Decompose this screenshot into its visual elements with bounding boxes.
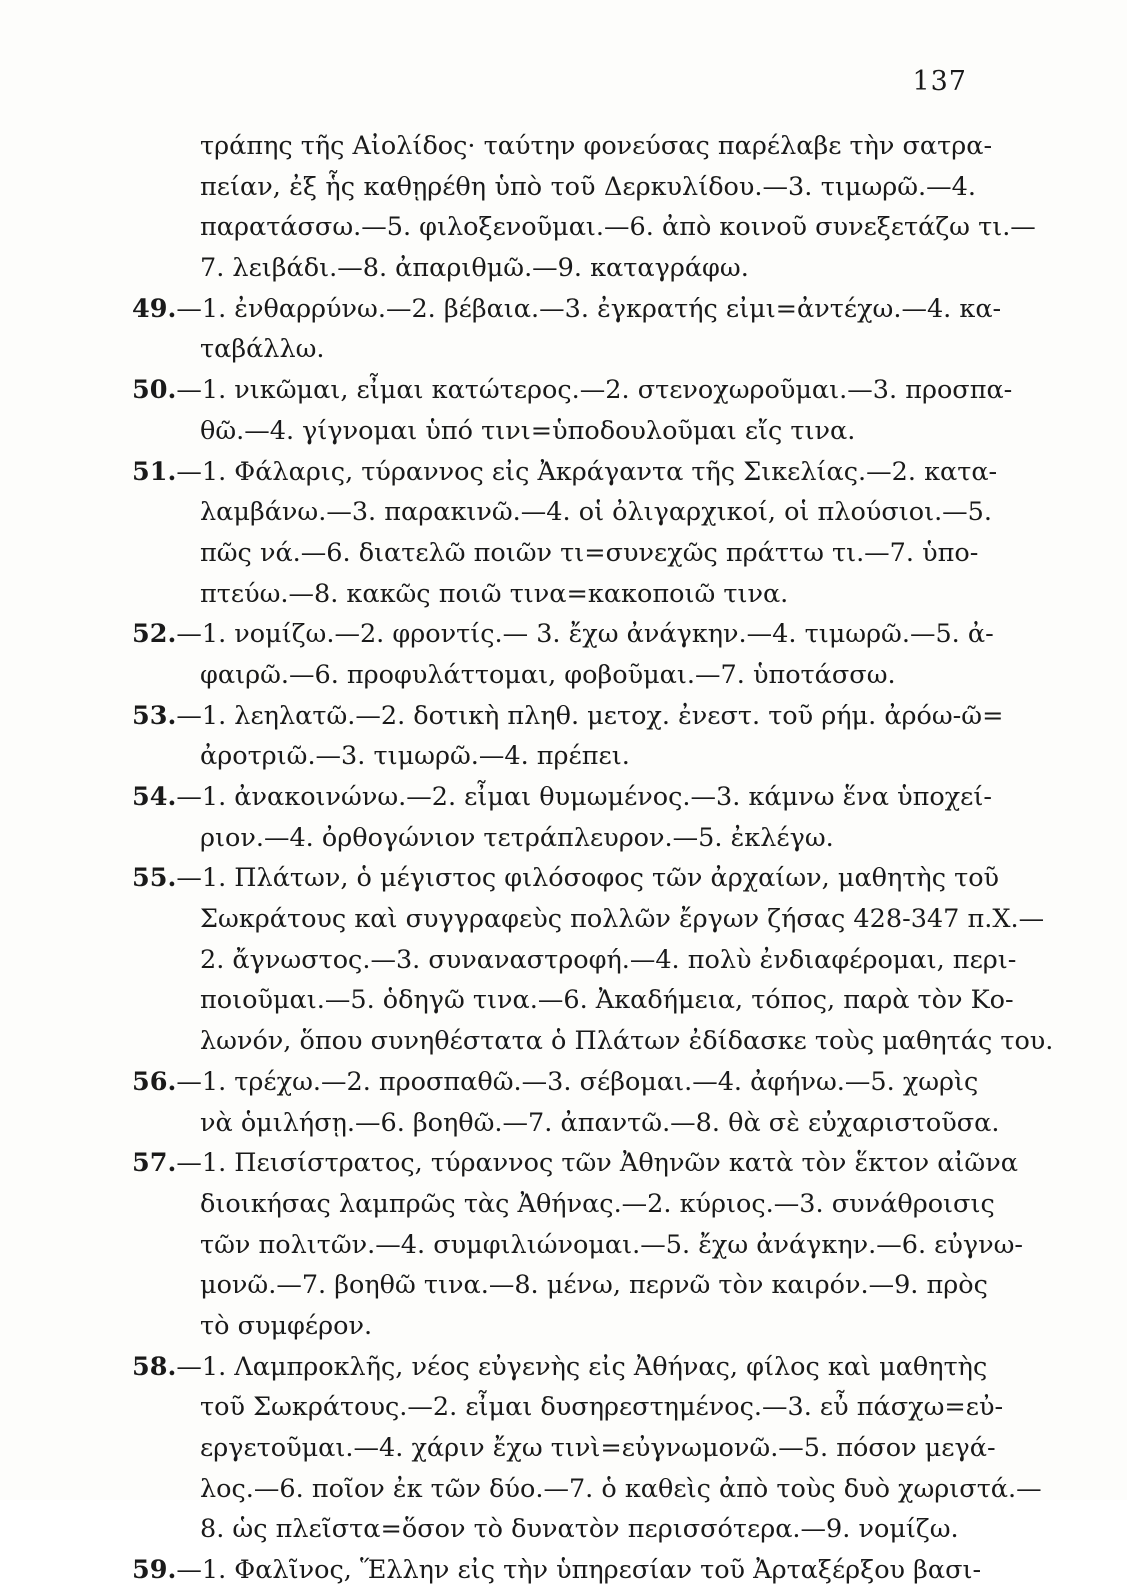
entry-number: 53. [132,700,177,731]
text-line [132,1469,1042,1510]
line-text: πτεύω.—8. κακῶς ποιῶ τινα=κακοποιῶ τινα. [200,578,789,609]
text-line [132,492,993,533]
entry-number: 59. [132,1555,177,1586]
line-text: φαιρῶ.—6. προφυλάττομαι, φοβοῦμαι.—7. ὑποτάσσω. [200,659,896,690]
entry-line [132,1143,1018,1184]
line-text: πείαν, ἐξ ἧς καθῃρέθη ὑπὸ τοῦ Δερκυλίδου.—3. τιμωρῶ.—4. [200,171,976,202]
entry-line [132,452,998,493]
entry-number: 57. [132,1148,177,1179]
line-text: 7. λειβάδι.—8. ἀπαριθμῶ.—9. καταγράφω. [200,253,749,284]
entry-line [132,858,1000,899]
entry-number: 54. [132,782,177,812]
page-number: 137 [912,66,967,97]
line-text: πῶς νά.—6. διατελῶ ποιῶν τι=συνεχῶς πράττω τι.—7. ὑπο- [200,537,979,568]
line-text: λωνόν, ὅπου συνηθέστατα ὁ Πλάτων ἐδίδασκε τοὺς μαθητάς του. [200,1026,1054,1057]
line-text: —1. ἀνακοινώνω.—2. εἶμαι θυμωμένος.—3. κάμνω ἕνα ὑποχεί- [176,782,992,812]
line-text: μονῶ.—7. βοηθῶ τινα.—8. μένω, περνῶ τὸν καιρόν.—9. πρὸς [200,1270,988,1301]
line-text: —1. Φάλαρις, τύραννος εἰς Ἀκράγαντα τῆς Σικελίας.—2. κατα- [176,456,998,487]
text-line [132,1265,988,1306]
line-text: —1. Πεισίστρατος, τύραννος τῶν Ἀθηνῶν κατὰ τὸν ἕκτον αἰῶνα [176,1148,1018,1179]
line-text: θῶ.—4. γίγνομαι ὑπό τινι=ὑποδουλοῦμαι εἴς τινα. [200,415,856,446]
entry-number: 49. [132,293,177,324]
entry-line [132,1062,979,1103]
entry-line [132,777,992,818]
text-line [132,167,976,208]
text-line [132,736,976,777]
line-text: λαμβάνω.—3. παρακινῶ.—4. οἱ ὀλιγαρχικοί, οἱ πλούσιοι.—5. [200,497,993,528]
text-line [132,1103,1000,1144]
entry-number: 58. [132,1351,177,1382]
line-text: διοικήσας λαμπρῶς τὰς Ἀθήνας.—2. κύριος.—3. συνάθροισις [200,1188,995,1219]
text-line [132,1021,1054,1062]
line-text: ἀροτριῶ.—3. τιμωρῶ.—4. πρέπει. [200,741,630,772]
line-text: νὰ ὁμιλήσῃ.—6. βοηθῶ.—7. ἀπαντῶ.—8. θὰ σὲ εὐχαριστοῦσα. [200,1107,1000,1138]
entry-line [132,614,994,655]
entry-number: 55. [132,863,177,894]
line-text: λος.—6. ποῖον ἐκ τῶν δύο.—7. ὁ καθεὶς ἀπὸ τοὺς δυὸ χωριστά.— [200,1473,1042,1504]
text-line [132,1509,976,1550]
entry-line [132,370,1013,411]
line-text: —1. Λαμπροκλῆς, νέος εὐγενὴς εἰς Ἀθήνας, φίλος καὶ μαθητὴς [176,1351,988,1382]
line-text: 2. ἄγνωστος.—3. συναναστροφή.—4. πολὺ ἐνδιαφέρομαι, περι- [200,944,1017,975]
text-line [132,980,1014,1021]
text-line [132,899,1045,940]
text-line [132,1184,995,1225]
entry-line [132,696,1004,737]
text-line [132,940,1017,981]
entry-line [132,1550,982,1591]
text-line [132,574,976,615]
text-line [132,1306,976,1347]
text-line [132,248,976,289]
text-line [132,411,976,452]
entry-line [132,1347,988,1388]
entry-number: 51. [132,456,177,487]
entry-number: 50. [132,375,177,406]
text-line [132,655,976,696]
text-line [132,126,993,167]
line-text: ποιοῦμαι.—5. ὁδηγῶ τινα.—6. Ἀκαδήμεια, τόπος, παρὰ τὸν Κο- [200,985,1014,1016]
text-line [132,1387,1004,1428]
text-line [132,329,976,370]
line-text: —1. Φαλῖνος, Ἕλλην εἰς τὴν ὑπηρεσίαν τοῦ Ἀρταξέρξου βασι- [176,1555,982,1586]
line-text: —1. νομίζω.—2. φροντίς.— 3. ἔχω ἀνάγκην.—4. τιμωρῶ.—5. ἀ- [176,619,994,650]
line-text: τῶν πολιτῶν.—4. συμφιλιώνομαι.—5. ἔχω ἀνάγκην.—6. εὐγνω- [200,1229,1024,1260]
body-text [132,126,1054,1591]
line-text: —1. ἐνθαρρύνω.—2. βέβαια.—3. ἐγκρατής εἰμι=ἀντέχω.—4. κα- [176,293,1002,324]
text-line [132,1225,1024,1266]
line-text: τράπης τῆς Αἰολίδος· ταύτην φονεύσας παρέλαβε τὴν σατρα- [200,131,993,161]
line-text: —1. Πλάτων, ὁ μέγιστος φιλόσοφος τῶν ἀρχαίων, μαθητὴς τοῦ [176,863,1000,894]
line-text: 8. ὡς πλεῖστα=ὅσον τὸ δυνατὸν περισσότερα.—9. νομίζω. [200,1514,959,1545]
text-line [132,533,979,574]
entry-number: 52. [132,619,177,650]
line-text: Σωκράτους καὶ συγγραφεὺς πολλῶν ἔργων ζήσας 428-347 π.Χ.— [200,904,1045,935]
line-text: ριον.—4. ὀρθογώνιον τετράπλευρον.—5. ἐκλέγω. [200,822,834,853]
line-text: ταβάλλω. [200,334,325,365]
line-text: —1. λεηλατῶ.—2. δοτικὴ πληθ. μετοχ. ἐνεστ. τοῦ ρήμ. ἀρόω-ῶ= [176,700,1004,731]
line-text: τὸ συμφέρον. [200,1310,373,1341]
line-text: τοῦ Σωκράτους.—2. εἶμαι δυσηρεστημένος.—3. εὖ πάσχω=εὐ- [200,1392,1004,1423]
text-line [132,818,976,859]
text-line [132,207,1036,248]
line-text: παρατάσσω.—5. φιλοξενοῦμαι.—6. ἀπὸ κοινοῦ συνεξετάζω τι.— [200,212,1036,243]
entry-line [132,289,1002,330]
entry-number: 56. [132,1066,177,1097]
line-text: —1. νικῶμαι, εἶμαι κατώτερος.—2. στενοχωροῦμαι.—3. προσπα- [176,375,1013,406]
line-text: —1. τρέχω.—2. προσπαθῶ.—3. σέβομαι.—4. ἀφήνω.—5. χωρὶς [176,1066,979,1097]
line-text: εργετοῦμαι.—4. χάριν ἔχω τινὶ=εὐγνωμονῶ.—5. πόσον μεγά- [200,1433,996,1463]
text-line [132,1428,996,1469]
